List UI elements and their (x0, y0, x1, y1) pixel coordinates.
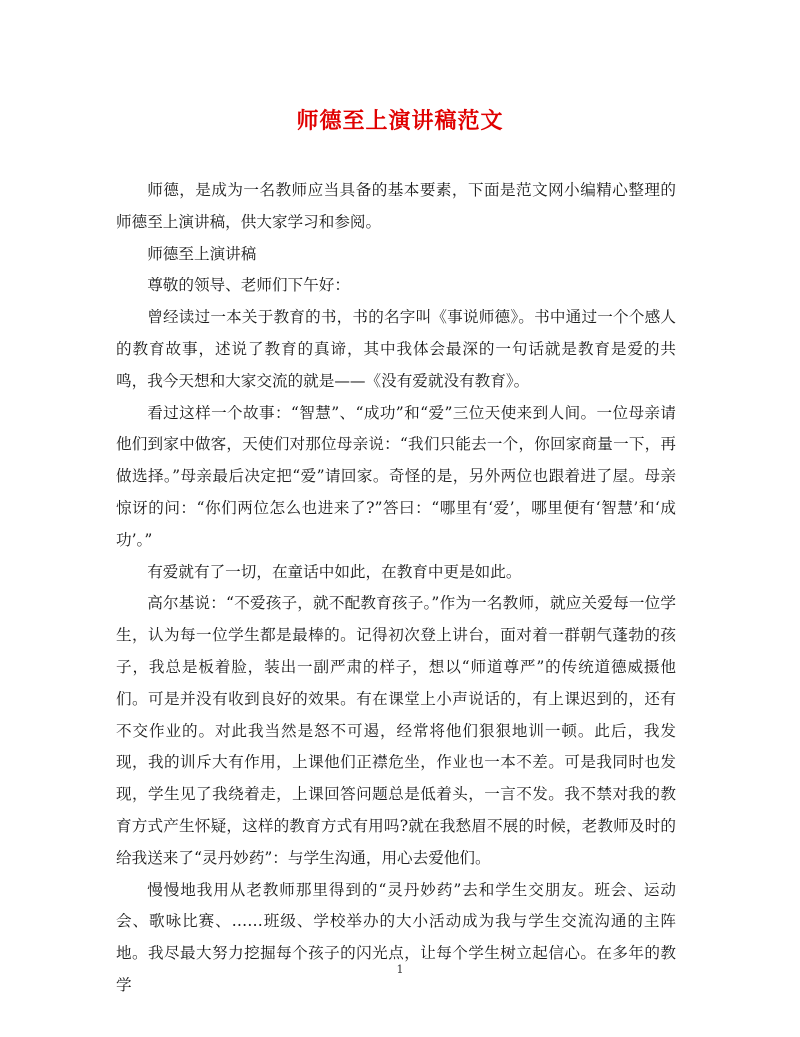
paragraph-gorky: 高尔基说：“不爱孩子，就不配教育孩子。”作为一名教师，就应关爱每一位学生，认为每一位学生都是最棒的。记得初次登上讲台，面对着一群朝气蓬勃的孩子，我总是板着脸，装出一副严肃的样子，想以“师道尊严”的传统道德威摄他们。可是并没有收到良好的效果。有在课堂上小声说话的，有上课迟到的，还有不交作业的。对此我当然是怒不可遏，经常将他们狠狠地训一顿。此后，我发现，我的训斥大有作用，上课他们正襟危坐，作业也一本不差。可是我同时也发现，学生见了我绕着走，上课回答问题总是低着头，一言不发。我不禁对我的教育方式产生怀疑，这样的教育方式有用吗?就在我愁眉不展的时候，老教师及时的给我送来了“灵丹妙药”：与学生沟通，用心去爱他们。 (116, 594, 676, 867)
paragraph-intro: 师德，是成为一名教师应当具备的基本要素，下面是范文网小编精心整理的师德至上演讲稿，供大家学习和参阅。 (116, 181, 676, 231)
paragraph-book: 曾经读过一本关于教育的书，书的名字叫《事说师德》。书中通过一个个感人的教育故事，述说了教育的真谛，其中我体会最深的一句话就是教育是爱的共鸣，我今天想和大家交流的就是——《没有爱就没有教育》。 (116, 308, 676, 390)
paragraph-story: 看过这样一个故事：“智慧”、“成功”和“爱”三位天使来到人间。一位母亲请他们到家中做客，天使们对那位母亲说：“我们只能去一个，你回家商量一下，再做选择。”母亲最后决定把“爱”请回家。奇怪的是，另外两位也跟着进了屋。母亲惊讶的问：“你们两位怎么也进来了?”答曰：“哪里有‘爱’，哪里便有‘智慧’和‘成功’。” (116, 403, 676, 549)
page-number: 1 (396, 963, 404, 976)
paragraph-friends: 慢慢地我用从老教师那里得到的“灵丹妙药”去和学生交朋友。班会、运动会、歌咏比赛、……班级、学校举办的大小活动成为我与学生交流沟通的主阵地。我尽最大努力挖掘每个孩子的闪光点，让每个学生树立起信心。在多年的教学 (116, 880, 676, 994)
paragraph-speech-heading: 师德至上演讲稿 (147, 244, 257, 263)
document-body (116, 175, 676, 1002)
paragraph-love: 有爱就有了一切，在童话中如此，在教育中更是如此。 (147, 562, 522, 581)
paragraph-greeting: 尊敬的领导、老师们下午好： (147, 276, 350, 295)
document-title: 师德至上演讲稿范文 (296, 108, 504, 134)
